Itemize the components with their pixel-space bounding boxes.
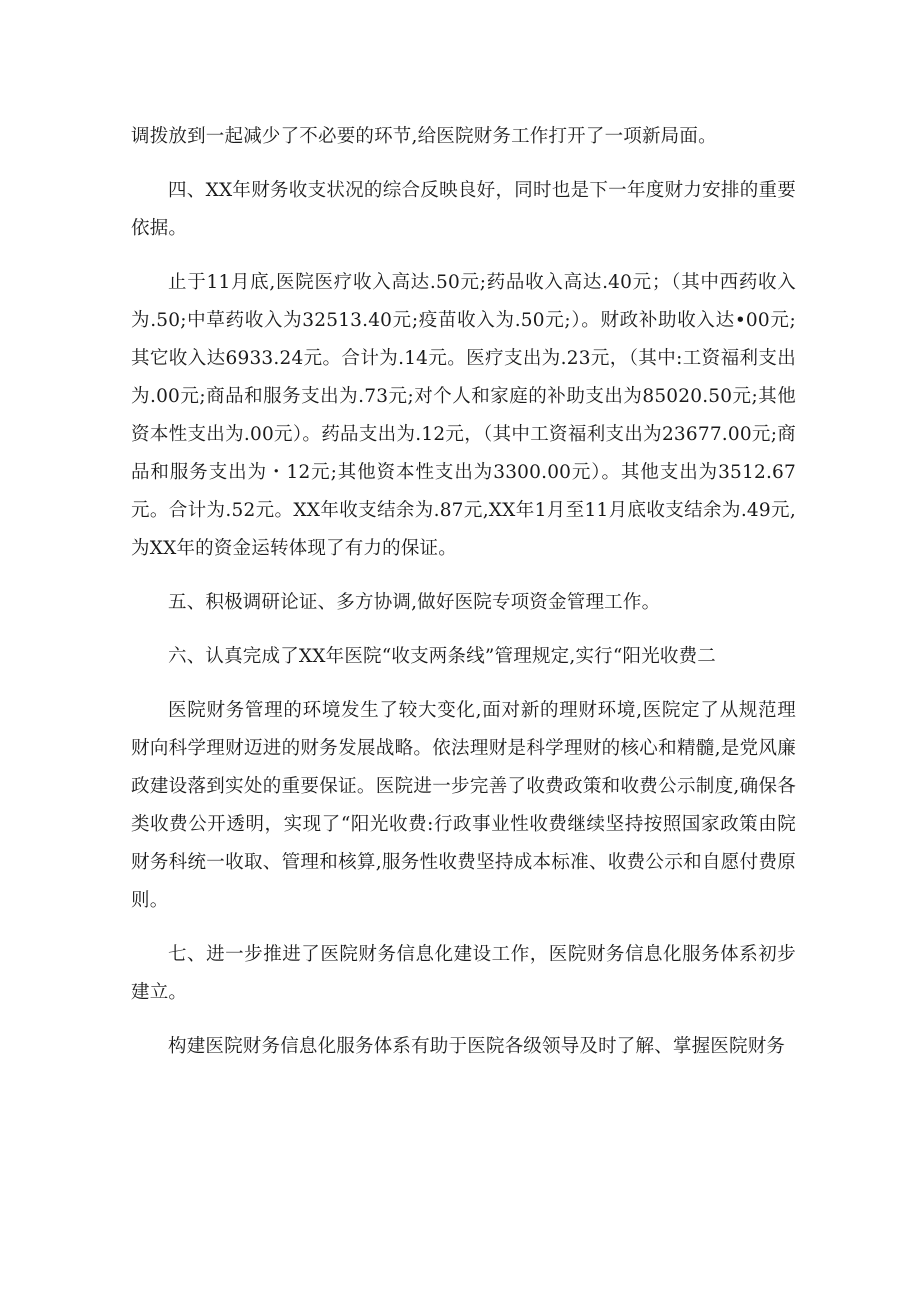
informatization-paragraph: 构建医院财务信息化服务体系有助于医院各级领导及时了解、掌握医院财务 bbox=[168, 1036, 786, 1057]
paragraph-continuation: 调拨放到一起减少了不必要的环节,给医院财务工作打开了一项新局面。 bbox=[131, 126, 717, 147]
financial-figures-paragraph: 止于11月底,医院医疗收入高达.50元;药品收入高达.40元；（其中西药收入为.50;中草药收入为32513.40元;疫苗收入为.50元;）。财政补助收入达•00元;其它收入达6933.24元。合计为.14元。医疗支出为.23元，（其中:工资福利支出为.00元;商品和服务支出为.73元;对个人和家庭的补助支出为85020.50元;其他资本性支出为.00元）。药品支出为.12元，（其中工资福利支出为23677.00元;商品和服务支出为・12元;其他资本性支出为3300.00元）。其他支出为3512.67元。合计为.52元。XX年收支结余为.87元,XX年1月至11月底收支结余为.49元,为XX年的资金运转体现了有力的保证。 bbox=[131, 272, 796, 559]
section-four-heading: 四、XX年财务收支状况的综合反映良好，同时也是下一年度财力安排的重要依据。 bbox=[131, 180, 796, 239]
document-body bbox=[131, 118, 796, 1082]
section-five-heading: 五、积极调研论证、多方协调,做好医院专项资金管理工作。 bbox=[168, 592, 661, 613]
section-seven-heading: 七、进一步推进了医院财务信息化建设工作，医院财务信息化服务体系初步建立。 bbox=[131, 944, 796, 1003]
sunshine-charging-paragraph: 医院财务管理的环境发生了较大变化,面对新的理财环境,医院定了从规范理财向科学理财迈进的财务发展战略。依法理财是科学理财的核心和精髓,是党风廉政建设落到实处的重要保证。医院进一步完善了收费政策和收费公示制度,确保各类收费公开透明，实现了“阳光收费:行政事业性收费继续坚持按照国家政策由院财务科统一收取、管理和核算,服务性收费坚持成本标准、收费公示和自愿付费原则。 bbox=[131, 700, 796, 911]
section-six-heading: 六、认真完成了XX年医院“收支两条线”管理规定,实行“阳光收费二 bbox=[168, 646, 716, 667]
